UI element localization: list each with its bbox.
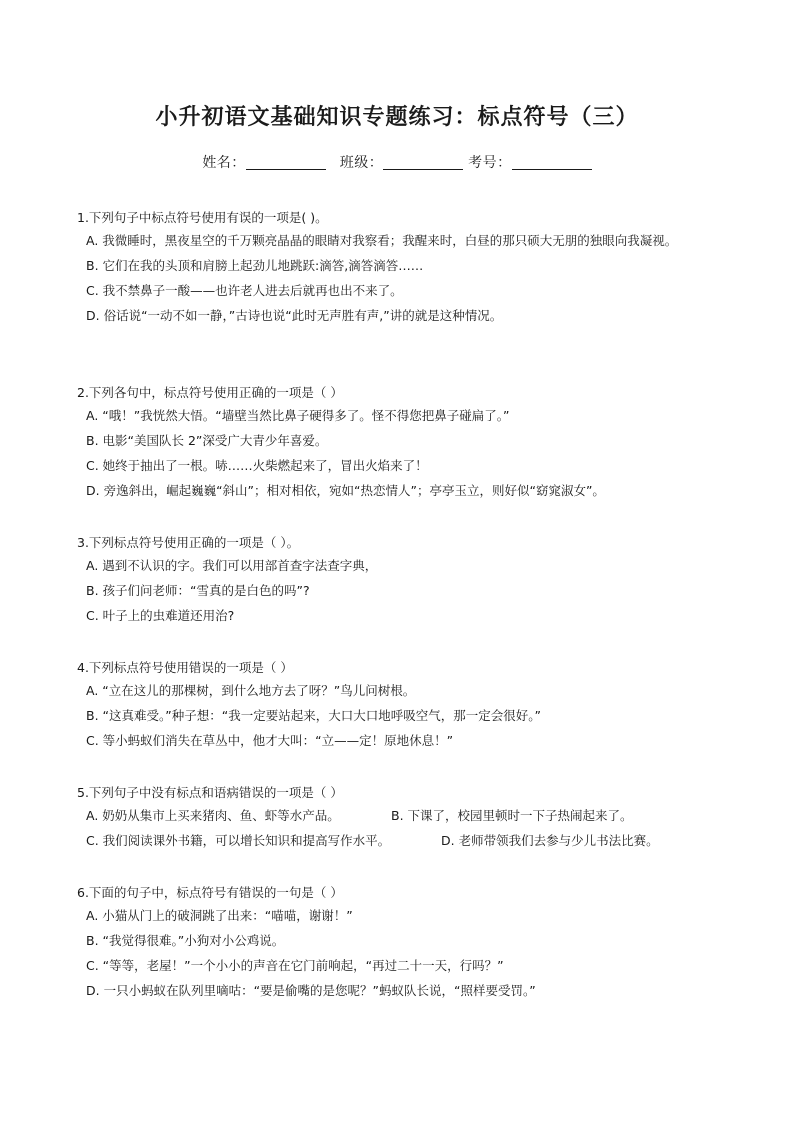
option-c: C. 她终于抽出了一根。哧……火柴燃起来了，冒出火焰来了！ [86,458,428,473]
option-a: A. 小猫从门上的破洞跳了出来：“喵喵，谢谢！” [86,908,353,923]
question-2 [77,383,727,503]
class-label: 班级： [339,155,384,171]
class-blank[interactable] [383,154,463,170]
option-b: B. 孩子们问老师：“雪真的是白色的吗”? [86,583,310,598]
question-1 [77,208,727,328]
question-stem: 1.下列句子中标点符号使用有误的一项是( )。 [77,210,328,225]
option-c: C. 我不禁鼻子一酸——也许老人进去后就再也出不来了。 [86,283,403,298]
option-a: A. “哦！”我恍然大悟。“墙壁当然比鼻子硬得多了。怪不得您把鼻子碰扁了。” [86,408,510,423]
question-stem: 4.下列标点符号使用错误的一项是（ ） [77,660,293,675]
option-a: A. 奶奶从集市上买来猪肉、鱼、虾等水产品。 [86,808,340,823]
question-stem: 5.下列句子中没有标点和语病错误的一项是（ ） [77,785,343,800]
options-row-2 [77,828,727,853]
question-stem: 3.下列标点符号使用正确的一项是（ ）。 [77,535,300,550]
option-b: B. 下课了，校园里顿时一下子热闹起来了。 [391,808,633,823]
option-c: C. 叶子上的虫难道还用治? [86,608,235,623]
question-6 [77,883,727,1003]
page-title: 小升初语文基础知识专题练习：标点符号（三） [155,104,639,130]
option-b: B. “这真难受。”种子想：“我一定要站起来，大口大口地呼吸空气，那一定会很好。” [86,708,541,723]
question-5 [77,783,727,853]
option-d: D. 一只小蚂蚁在队列里嘀咕：“要是偷嘴的是您呢？”蚂蚁队长说，“照样要受罚。” [86,983,536,998]
question-4 [77,658,727,753]
option-d: D. 旁逸斜出，崛起巍巍“斜山”；相对相依，宛如“热恋情人”；亭亭玉立，则好似“窈窕淑女”。 [86,483,605,498]
exam-number-label: 考号： [468,155,512,171]
option-a: A. “立在这儿的那棵树，到什么地方去了呀？”鸟儿问树根。 [86,683,416,698]
name-blank[interactable] [246,154,326,170]
option-c: C. “等等，老屋！”一个小小的声音在它门前响起，“再过二十一天，行吗？” [86,958,504,973]
option-b: B. 它们在我的头顶和肩膀上起劲儿地跳跃:滴答,滴答滴答…… [86,258,424,273]
question-stem: 6.下面的句子中，标点符号有错误的一句是（ ） [77,885,343,900]
question-3 [77,533,727,628]
option-c: C. 等小蚂蚁们消失在草丛中，他才大叫：“立——定！原地休息！” [86,733,454,748]
option-c: C. 我们阅读课外书籍，可以增长知识和提高写作水平。 [86,833,391,848]
option-b: B. “我觉得很难。”小狗对小公鸡说。 [86,933,285,948]
option-b: B. 电影“美国队长 2”深受广大青少年喜爱。 [86,433,328,448]
option-a: A. 我微睡时，黑夜星空的千万颗亮晶晶的眼睛对我察看；我醒来时，白昼的那只硕大无朋的独眼向我凝视。 [86,233,678,248]
student-info-line [0,152,794,172]
question-stem: 2.下列各句中，标点符号使用正确的一项是（ ） [77,385,343,400]
options-row-1 [77,803,727,828]
option-a: A. 遇到不认识的字。我们可以用部首查字法查字典， [86,558,378,573]
exam-number-blank[interactable] [512,154,592,170]
option-d: D. 老师带领我们去参与少儿书法比赛。 [441,833,659,848]
option-d: D. 俗话说“一动不如一静，”古诗也说“此时无声胜有声,”讲的就是这种情况。 [86,308,503,323]
name-label: 姓名： [202,155,246,171]
